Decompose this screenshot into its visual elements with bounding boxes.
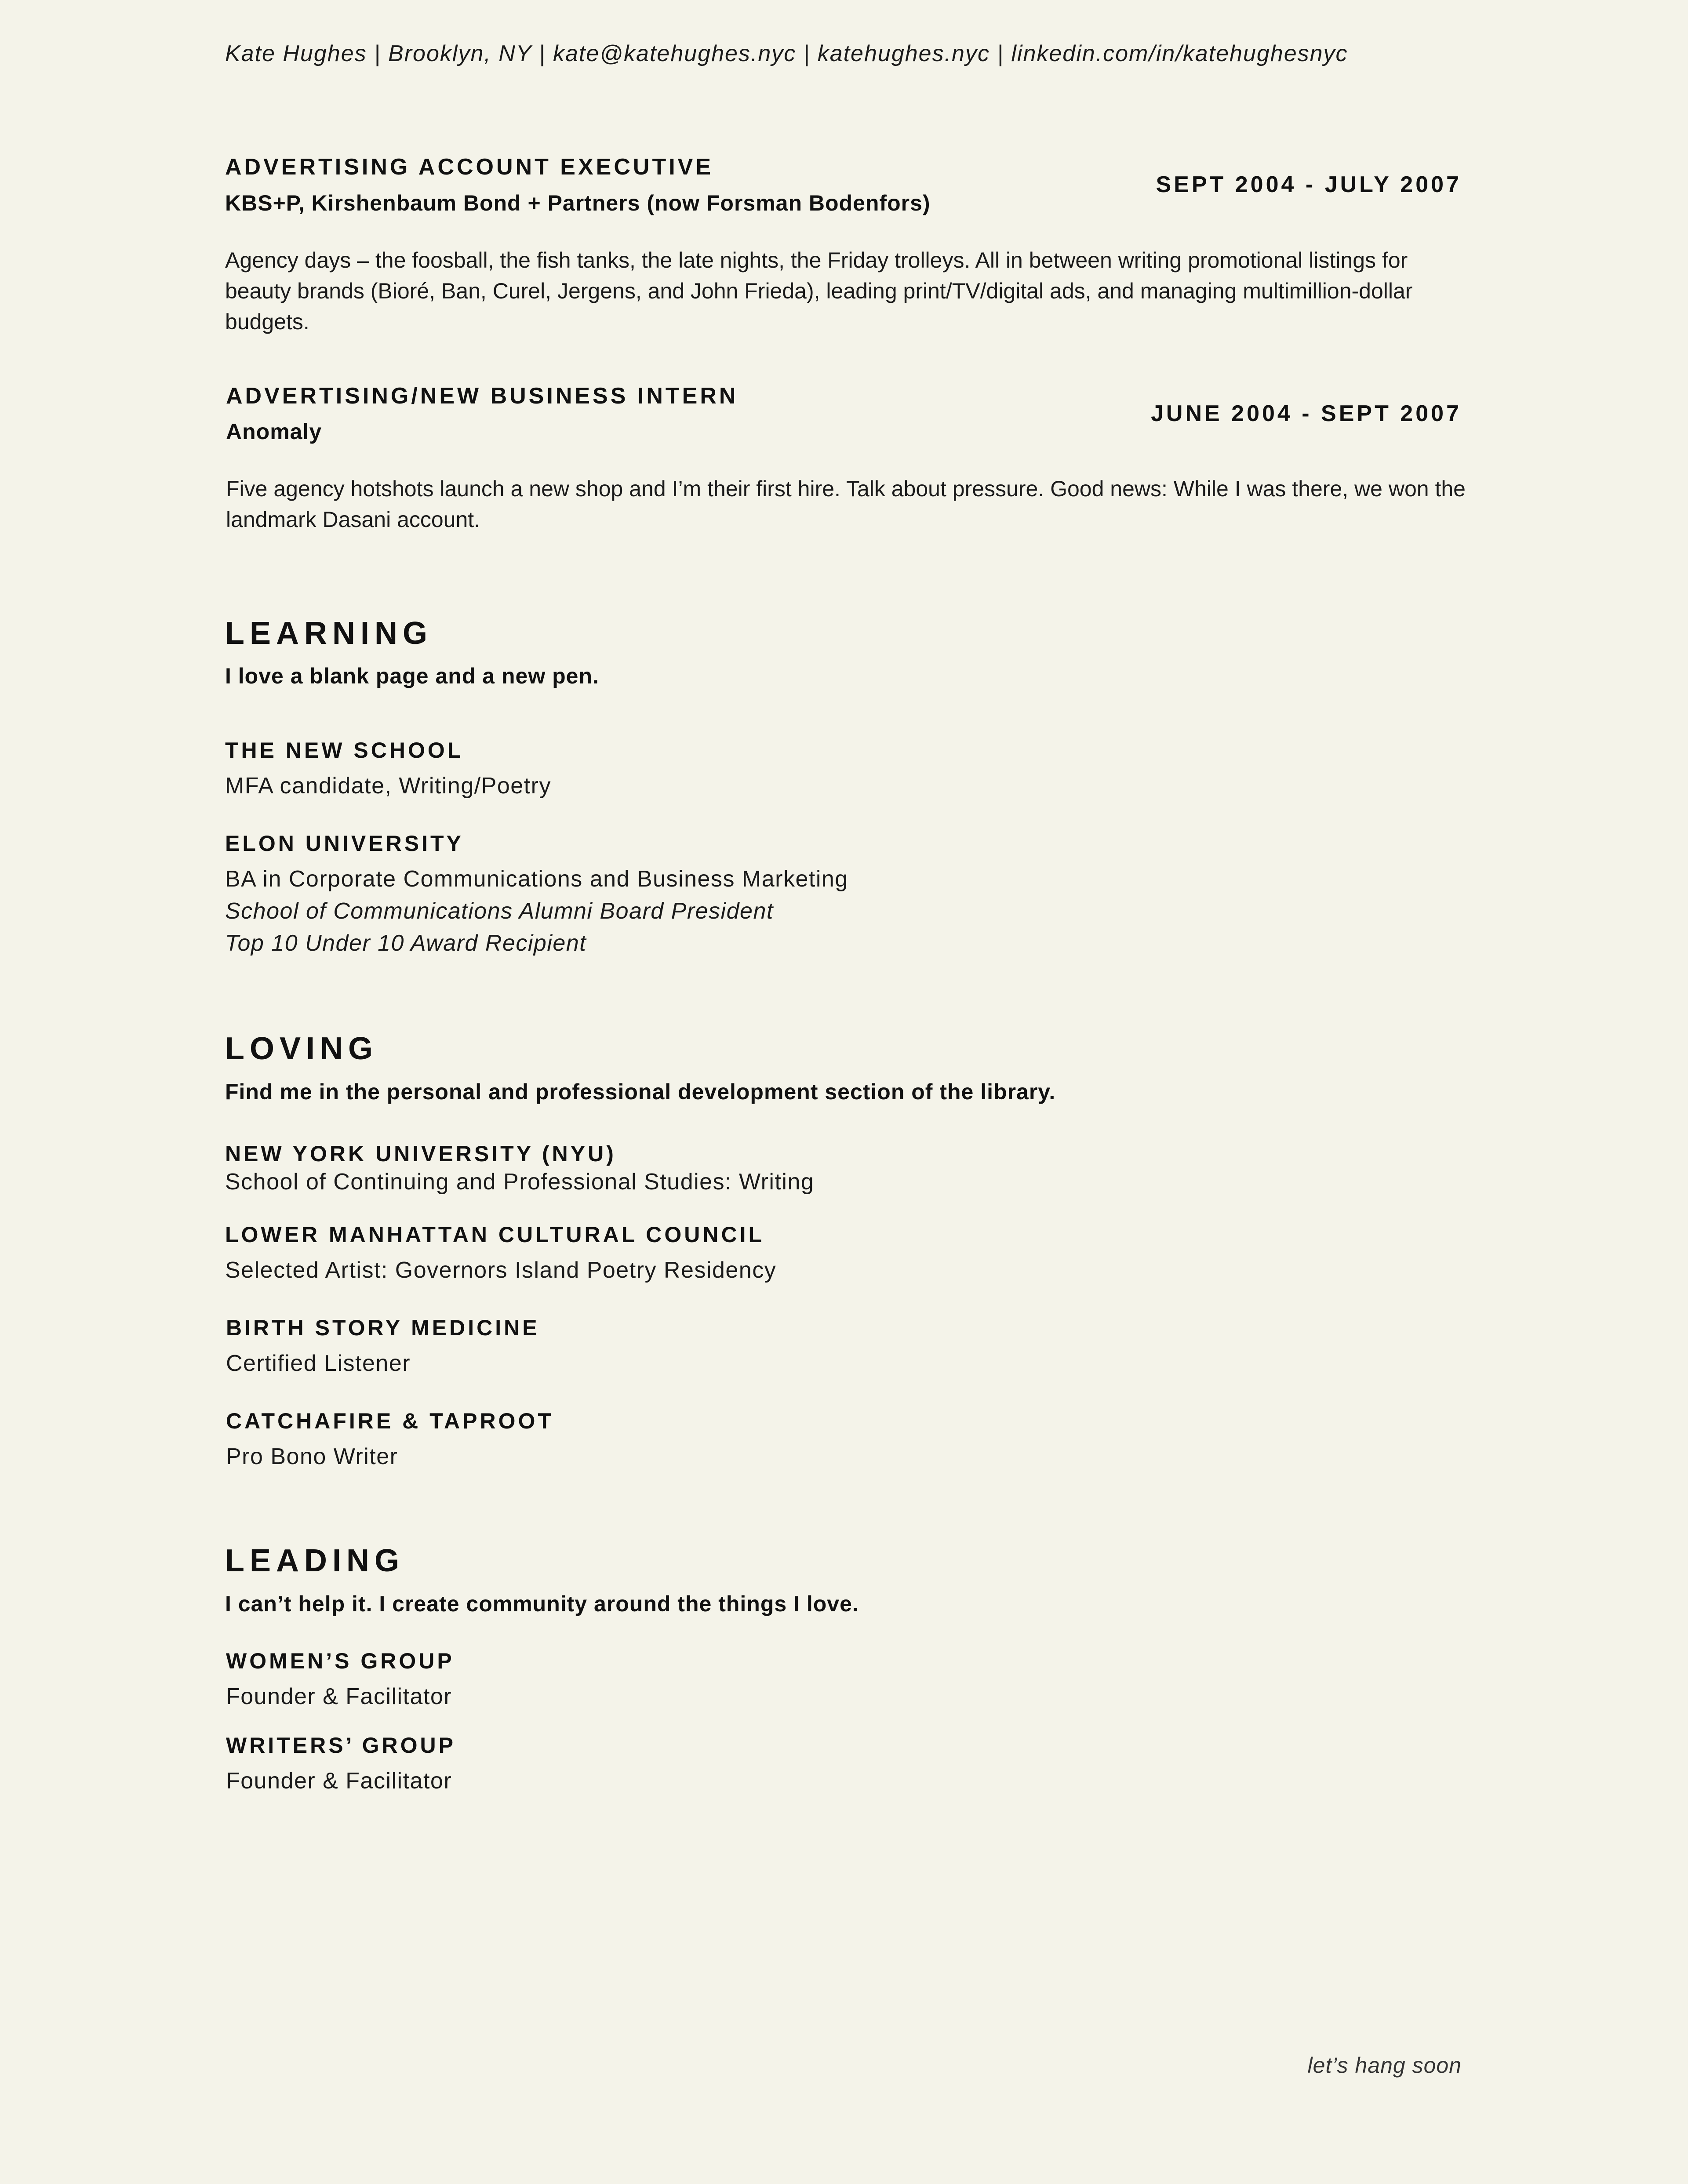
honor-detail: Top 10 Under 10 Award Recipient bbox=[225, 930, 587, 956]
group-name: WRITERS’ GROUP bbox=[226, 1733, 456, 1758]
group-role: Founder & Facilitator bbox=[226, 1684, 452, 1709]
section-heading: LEADING bbox=[225, 1543, 404, 1578]
company-name: Anomaly bbox=[226, 419, 322, 444]
school-name: ELON UNIVERSITY bbox=[225, 831, 464, 856]
employment-dates: JUNE 2004 - SEPT 2007 bbox=[1151, 401, 1462, 426]
school-name: THE NEW SCHOOL bbox=[225, 738, 464, 763]
group-role: Founder & Facilitator bbox=[226, 1768, 452, 1794]
section-tagline: I love a blank page and a new pen. bbox=[225, 664, 599, 688]
organization-detail: Pro Bono Writer bbox=[226, 1444, 398, 1469]
honor-detail: School of Communications Alumni Board President bbox=[225, 898, 774, 924]
section-heading: LOVING bbox=[225, 1031, 378, 1066]
job-description: Agency days – the foosball, the fish tanks, the late nights, the Friday trolleys. All in between writing promotional listings for beauty brands (Bioré, Ban, Curel, Jergens, and John Frieda), leading print/TV/digital ads, and managing multimillion-dollar budgets. bbox=[225, 248, 1413, 334]
organization-name: LOWER MANHATTAN CULTURAL COUNCIL bbox=[225, 1222, 765, 1247]
organization-name: BIRTH STORY MEDICINE bbox=[226, 1315, 540, 1340]
organization-name: NEW YORK UNIVERSITY (NYU) bbox=[225, 1141, 616, 1166]
signoff: let’s hang soon bbox=[1307, 2053, 1462, 2078]
job-description: Five agency hotshots launch a new shop and I’m their first hire. Talk about pressure. Good news: While I was there, we won the landmark Dasani account. bbox=[226, 476, 1466, 532]
section-tagline: I can’t help it. I create community around the things I love. bbox=[225, 1592, 859, 1616]
section-heading: LEARNING bbox=[225, 616, 433, 651]
employment-dates: SEPT 2004 - JULY 2007 bbox=[1156, 172, 1462, 197]
contact-line: Kate Hughes | Brooklyn, NY | kate@katehughes.nyc | katehughes.nyc | linkedin.com/in/katehughesnyc bbox=[225, 41, 1348, 66]
group-name: WOMEN’S GROUP bbox=[226, 1649, 455, 1673]
organization-detail: Selected Artist: Governors Island Poetry Residency bbox=[225, 1257, 777, 1283]
job-title: ADVERTISING/NEW BUSINESS INTERN bbox=[226, 383, 738, 409]
company-name: KBS+P, Kirshenbaum Bond + Partners (now Forsman Bodenfors) bbox=[225, 191, 931, 215]
degree-detail: MFA candidate, Writing/Poetry bbox=[225, 773, 551, 799]
degree-detail: BA in Corporate Communications and Business Marketing bbox=[225, 866, 848, 892]
section-tagline: Find me in the personal and professional development section of the library. bbox=[225, 1079, 1056, 1104]
organization-detail: Certified Listener bbox=[226, 1351, 411, 1376]
job-title: ADVERTISING ACCOUNT EXECUTIVE bbox=[225, 154, 714, 180]
organization-name: CATCHAFIRE & TAPROOT bbox=[226, 1409, 554, 1433]
organization-detail: School of Continuing and Professional Studies: Writing bbox=[225, 1169, 815, 1195]
